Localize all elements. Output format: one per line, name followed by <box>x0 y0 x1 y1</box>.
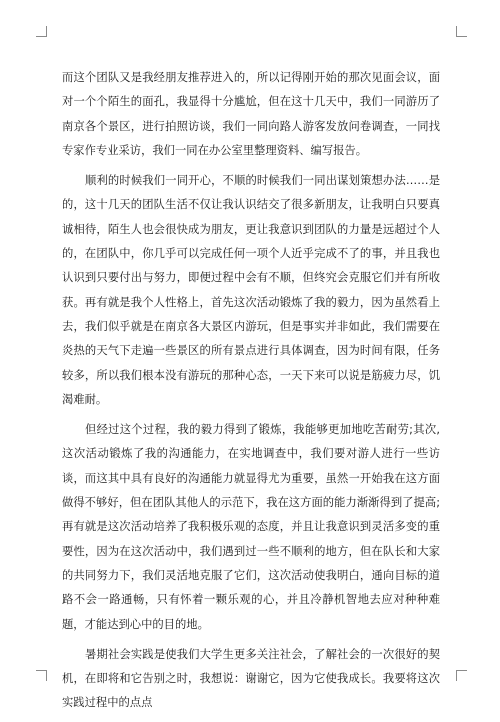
paragraph-team-life: 顺利的时候我们一同开心，不顺的时候我们一同出谋划策想办法……是的，这十几天的团队生活不仅让我认识结交了很多新朋友，让我明白只要真诚相待，陌生人也会很快成为朋友，更让我意识到团队的力量是远超过个人的，在团队中，你几乎可以完成任何一项个人近乎完成不了的事，并且我也认识到只要付出与努力，即便过程中会有不顺，但终究会克服它们并有所收获。再有就是我个人性格上，首先这次活动锻炼了我的毅力，因为虽然看上去，我们似乎就是在南京各大景区内游玩，但是事实并非如此，我们需要在炎热的天气下走遍一些景区的所有景点进行具体调查，因为时间有限，任务较多，所以我们根本没有游玩的那种心态，一天下来可以说是筋疲力尽，饥渴难耐。 <box>62 174 440 406</box>
crop-mark-top-right <box>456 26 467 37</box>
crop-mark-top-left <box>36 26 47 37</box>
document-body <box>62 66 440 722</box>
crop-mark-bottom-right <box>456 670 467 681</box>
crop-mark-bottom-left <box>36 670 47 681</box>
paragraph-conclusion: 暑期社会实践是使我们大学生更多关注社会，了解社会的一次很好的契机，在即将和它告别之时，我想说：谢谢它，因为它使我成长。我要将这次实践过程中的点点 <box>62 647 440 710</box>
paragraph-team-intro: 而这个团队又是我经朋友推荐进入的，所以记得刚开始的那次见面会议，面对一个个陌生的面孔，我显得十分尴尬，但在这十几天中，我们一同游历了南京各个景区，进行拍照访谈，我们一同向路人游客发放问卷调查，一同找专家作专业采访，我们一同在办公室里整理资料、编写报告。 <box>62 71 440 157</box>
paragraph-growth: 但经过这个过程，我的毅力得到了锻炼，我能够更加地吃苦耐劳;其次,这次活动锻炼了我的沟通能力，在实地调查中，我们要对游人进行一些访谈，而这其中具有良好的沟通能力就显得尤为重要，虽然一开始我在这方面做得不够好，但在团队其他人的示范下，我在这方面的能力渐渐得到了提高;再有就是这次活动培养了我积极乐观的态度，并且让我意识到灵活多变的重要性，因为在这次活动中，我们遇到过一些不顺利的地方，但在队长和大家的共同努力下，我们灵活地克服了它们，这次活动使我明白，通向目标的道路不会一路通畅，只有怀着一颗乐观的心，并且冷静机智地去应对种种难题，才能达到心中的目的地。 <box>62 423 440 631</box>
